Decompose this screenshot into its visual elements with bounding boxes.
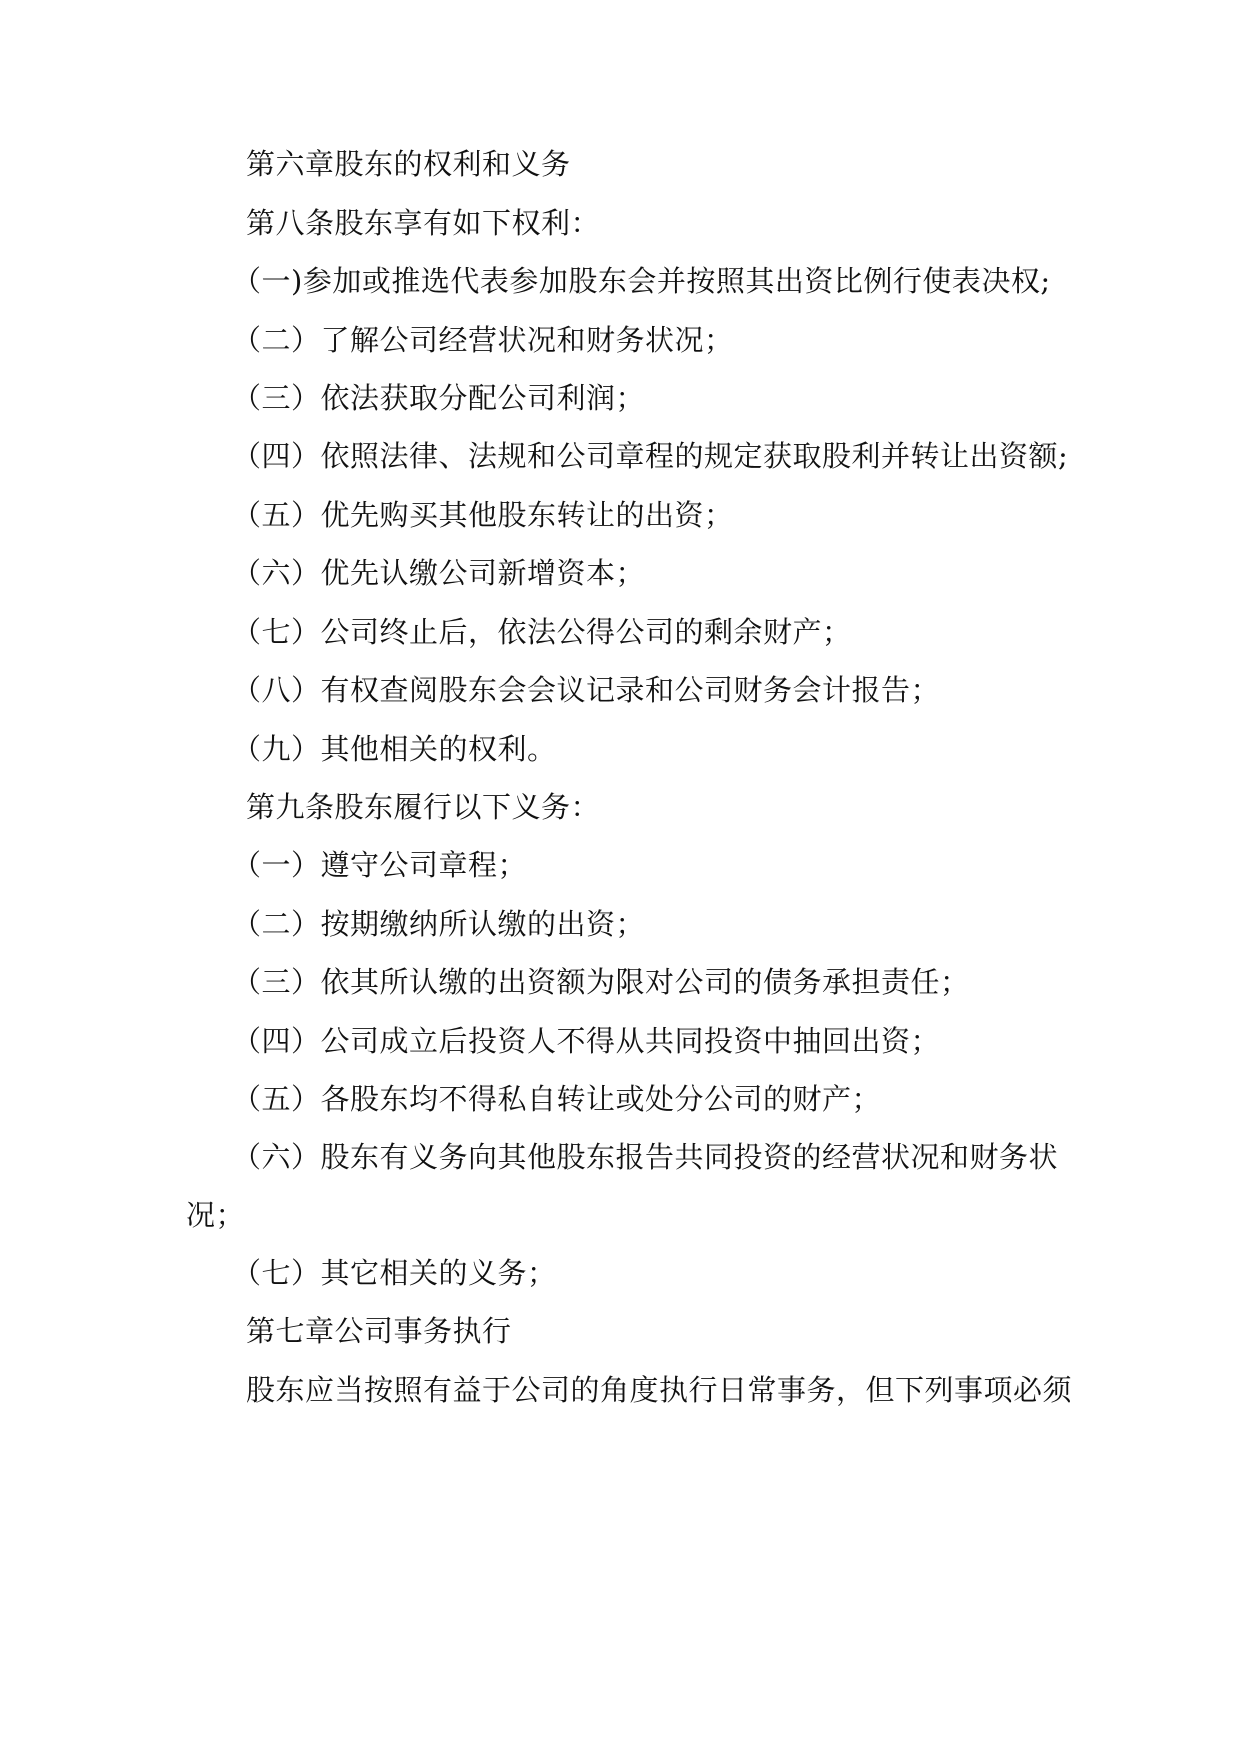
- obligations-item-6: （六）股东有义务向其他股东报告共同投资的经营状况和财务状: [232, 1140, 1059, 1174]
- rights-item-6: （六）优先认缴公司新增资本；: [232, 556, 646, 590]
- chapter-7-paragraph: 股东应当按照有益于公司的角度执行日常事务，但下列事项必须: [246, 1373, 1073, 1407]
- rights-item-7: （七）公司终止后，依法公得公司的剩余财产；: [232, 615, 852, 649]
- rights-item-9: （九）其他相关的权利。: [232, 732, 557, 766]
- rights-item-8: （八）有权查阅股东会会议记录和公司财务会计报告；: [232, 673, 941, 707]
- obligations-item-1: （一）遵守公司章程；: [232, 848, 528, 882]
- article-9-title: 第九条股东履行以下义务：: [246, 790, 601, 824]
- rights-item-1: （一)参加或推选代表参加股东会并按照其出资比例行使表决权;: [232, 264, 1051, 298]
- article-8-title: 第八条股东享有如下权利：: [246, 206, 601, 240]
- obligations-item-2: （二）按期缴纳所认缴的出资；: [232, 907, 646, 941]
- obligations-item-3: （三）依其所认缴的出资额为限对公司的债务承担责任；: [232, 965, 970, 999]
- rights-item-5: （五）优先购买其他股东转让的出资；: [232, 498, 734, 532]
- obligations-item-5: （五）各股东均不得私自转让或处分公司的财产；: [232, 1082, 882, 1116]
- obligations-item-7: （七）其它相关的义务；: [232, 1256, 557, 1290]
- chapter-6-title: 第六章股东的权利和义务: [246, 147, 571, 181]
- rights-item-4: （四）依照法律、法规和公司章程的规定获取股利并转让出资额;: [232, 439, 1069, 473]
- obligations-item-4: （四）公司成立后投资人不得从共同投资中抽回出资；: [232, 1024, 941, 1058]
- obligations-item-6-continued: 况；: [186, 1198, 246, 1232]
- rights-item-3: （三）依法获取分配公司利润；: [232, 381, 646, 415]
- rights-item-2: （二）了解公司经营状况和财务状况；: [232, 323, 734, 357]
- chapter-7-title: 第七章公司事务执行: [246, 1314, 512, 1348]
